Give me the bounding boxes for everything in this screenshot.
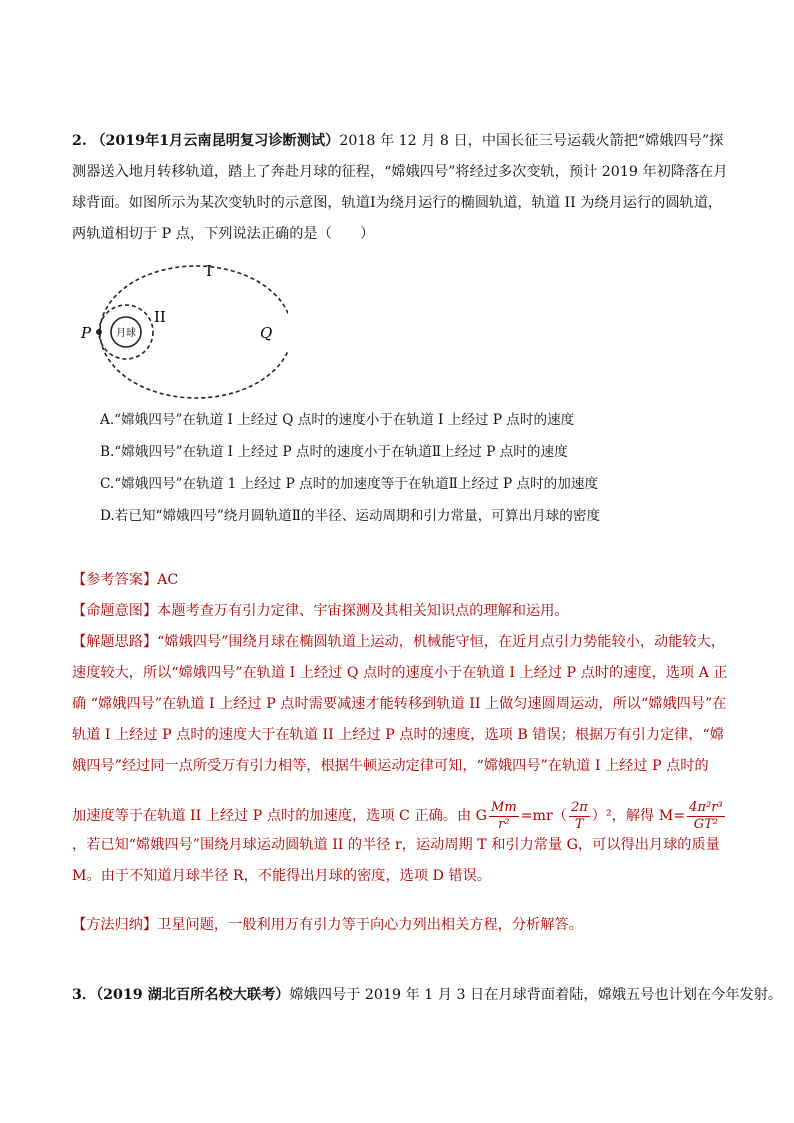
- thinking-text-3: ，若已知“嫦娥四号”围绕月球运动圆轨道 II 的半径 r，运动周期 T 和引力常量 G，可以得出月球的质量 M。由于不知道月球半径 R，不能得出月球的密度，选项 D 错误。: [72, 837, 720, 884]
- option-a: A.“嫦娥四号”在轨道 I 上经过 Q 点时的速度小于在轨道 I 上经过 P 点时的速度: [100, 412, 575, 428]
- option-c: C.“嫦娥四号”在轨道 1 上经过 P 点时的加速度等于在轨道Ⅱ上经过 P 点时的加速度: [100, 476, 599, 492]
- fraction-m-result: $\frac{\text{4π²r³}}{\text{GT²}}$: [689, 799, 723, 832]
- intent-line: [72, 596, 732, 627]
- moon-label: 月球: [116, 328, 136, 339]
- intent-text: 本题考查万有引力定律、宇宙探测及其相关知识点的理解和运用。: [157, 603, 569, 619]
- label-orbit-2: II: [154, 308, 166, 326]
- answer-line: [72, 565, 732, 596]
- question-2-stem: [72, 126, 732, 250]
- answer-label: 【参考答案】: [72, 572, 158, 588]
- question-3-source: （2019 湖北百所名校大联考）: [96, 987, 290, 1003]
- question-3-stem: [72, 980, 783, 1010]
- thinking-block-3: [72, 830, 732, 892]
- intent-label: 【命题意图】: [72, 603, 158, 619]
- label-p: P: [81, 324, 92, 342]
- formula-after: ）²，解得 M=: [591, 808, 686, 824]
- point-p-dot: [96, 329, 102, 335]
- question-2-number: 2.: [72, 133, 87, 149]
- option-b: B.“嫦娥四号”在轨道 I 上经过 P 点时的速度小于在轨道Ⅱ上经过 P 点时的速度: [100, 444, 568, 460]
- fraction-mm-r2: $\frac{Mm}{\text{r²}}$: [491, 799, 517, 832]
- label-orbit-1: I: [206, 262, 212, 280]
- formula-mid: =mr（: [520, 808, 567, 824]
- question-3-number: 3．: [72, 987, 97, 1003]
- question-3-text: 嫦娥四号于 2019 年 1 月 3 日在月球背面着陆，嫦娥五号也计划在今年发射。: [289, 987, 783, 1003]
- orbit-diagram: [78, 258, 288, 408]
- thinking-formula-line: [72, 798, 732, 834]
- thinking-block-1: [72, 627, 732, 782]
- method-label: 【方法归纳】: [72, 917, 158, 933]
- method-text: 卫星问题，一般利用万有引力等于向心力列出相关方程，分析解答。: [157, 917, 583, 933]
- method-line: [72, 910, 732, 941]
- fraction-2pi-t: $\frac{2\pi}{T}$: [570, 799, 588, 832]
- question-2-source: （2019年1月云南昆明复习诊断测试）: [91, 133, 340, 149]
- thinking-label: 【解题思路】: [72, 634, 158, 650]
- question-2-text: 2018 年 12 月 8 日，中国长征三号运载火箭把“嫦娥四号”探测器送入地月转移轨道，踏上了奔赴月球的征程，“嫦娥四号”将经过多次变轨，预计 2019 年初降落在月球背面。如图所示为某次变轨时的示意图，轨道Ⅰ为绕月运行的椭圆轨道，轨道 II 为绕月运行的圆轨道，两轨道相切于 P 点，下列说法正确的是（ ）: [72, 133, 728, 242]
- answer-value: AC: [157, 572, 179, 588]
- option-d: D.若已知“嫦娥四号”绕月圆轨道Ⅱ的半径、运动周期和引力常量，可算出月球的密度: [100, 508, 601, 524]
- label-q: Q: [260, 324, 273, 342]
- thinking-text-1: “嫦娥四号”围绕月球在椭圆轨道上运动，机械能守恒，在近月点引力势能较小，动能较大，速度较大，所以“嫦娥四号”在轨道 I 上经过 Q 点时的速度小于在轨道 I 上经过 P 点时的速度，选项 A 正确 “嫦娥四号”在轨道 I 上经过 P 点时需要减速才能转移到轨道 II 上做匀速圆周运动，所以“嫦娥四号”在轨道 I 上经过 P 点时的速度大于在轨道 II 上经过 P 点时的速度，选项 B 错误；根据万有引力定律，“嫦娥四号”经过同一点所受万有引力相等，根据牛顿运动定律可知，“嫦娥四号”在轨道 I 上经过 P 点时的: [72, 634, 728, 774]
- thinking-text-2: 加速度等于在轨道 II 上经过 P 点时的加速度，选项 C 正确。由 G: [72, 808, 488, 824]
